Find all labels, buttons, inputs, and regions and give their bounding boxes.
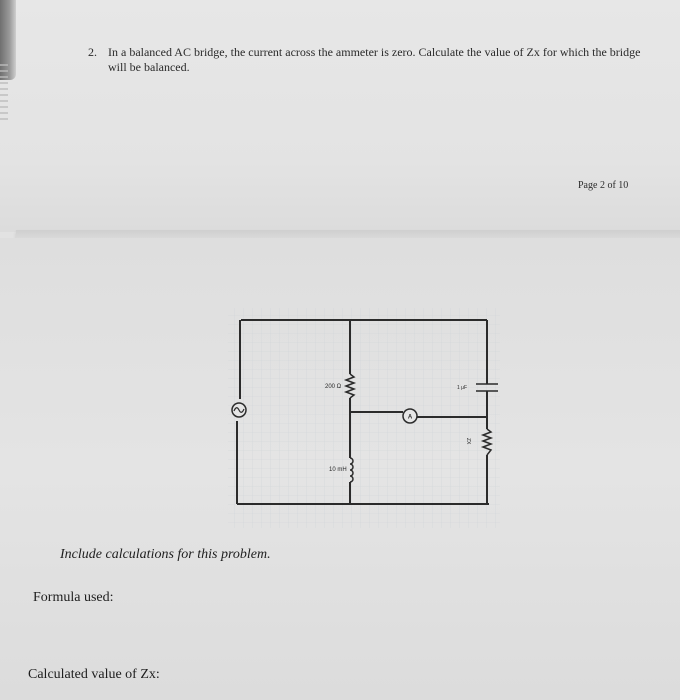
unknown-impedance-label: ZX (465, 438, 471, 445)
ac-source-icon (232, 403, 246, 417)
capacitor-label: 1 μF (457, 385, 468, 391)
question-number: 2. (88, 45, 97, 59)
resistor-label: 200 Ω (325, 384, 342, 390)
formula-label: Formula used: (33, 590, 114, 605)
question-text: In a balanced AC bridge, the current across the ammeter is zero. Calculate the value of Zx for which the bridge will be balanced. (108, 45, 641, 74)
page-indicator: Page 2 of 10 (578, 180, 629, 191)
instructions-text: Include calculations for this problem. (60, 547, 271, 562)
ammeter-label: A (407, 414, 413, 421)
calculated-value-label: Calculated value of Zx: (28, 667, 160, 682)
inductor-label: 10 mH (329, 467, 347, 473)
